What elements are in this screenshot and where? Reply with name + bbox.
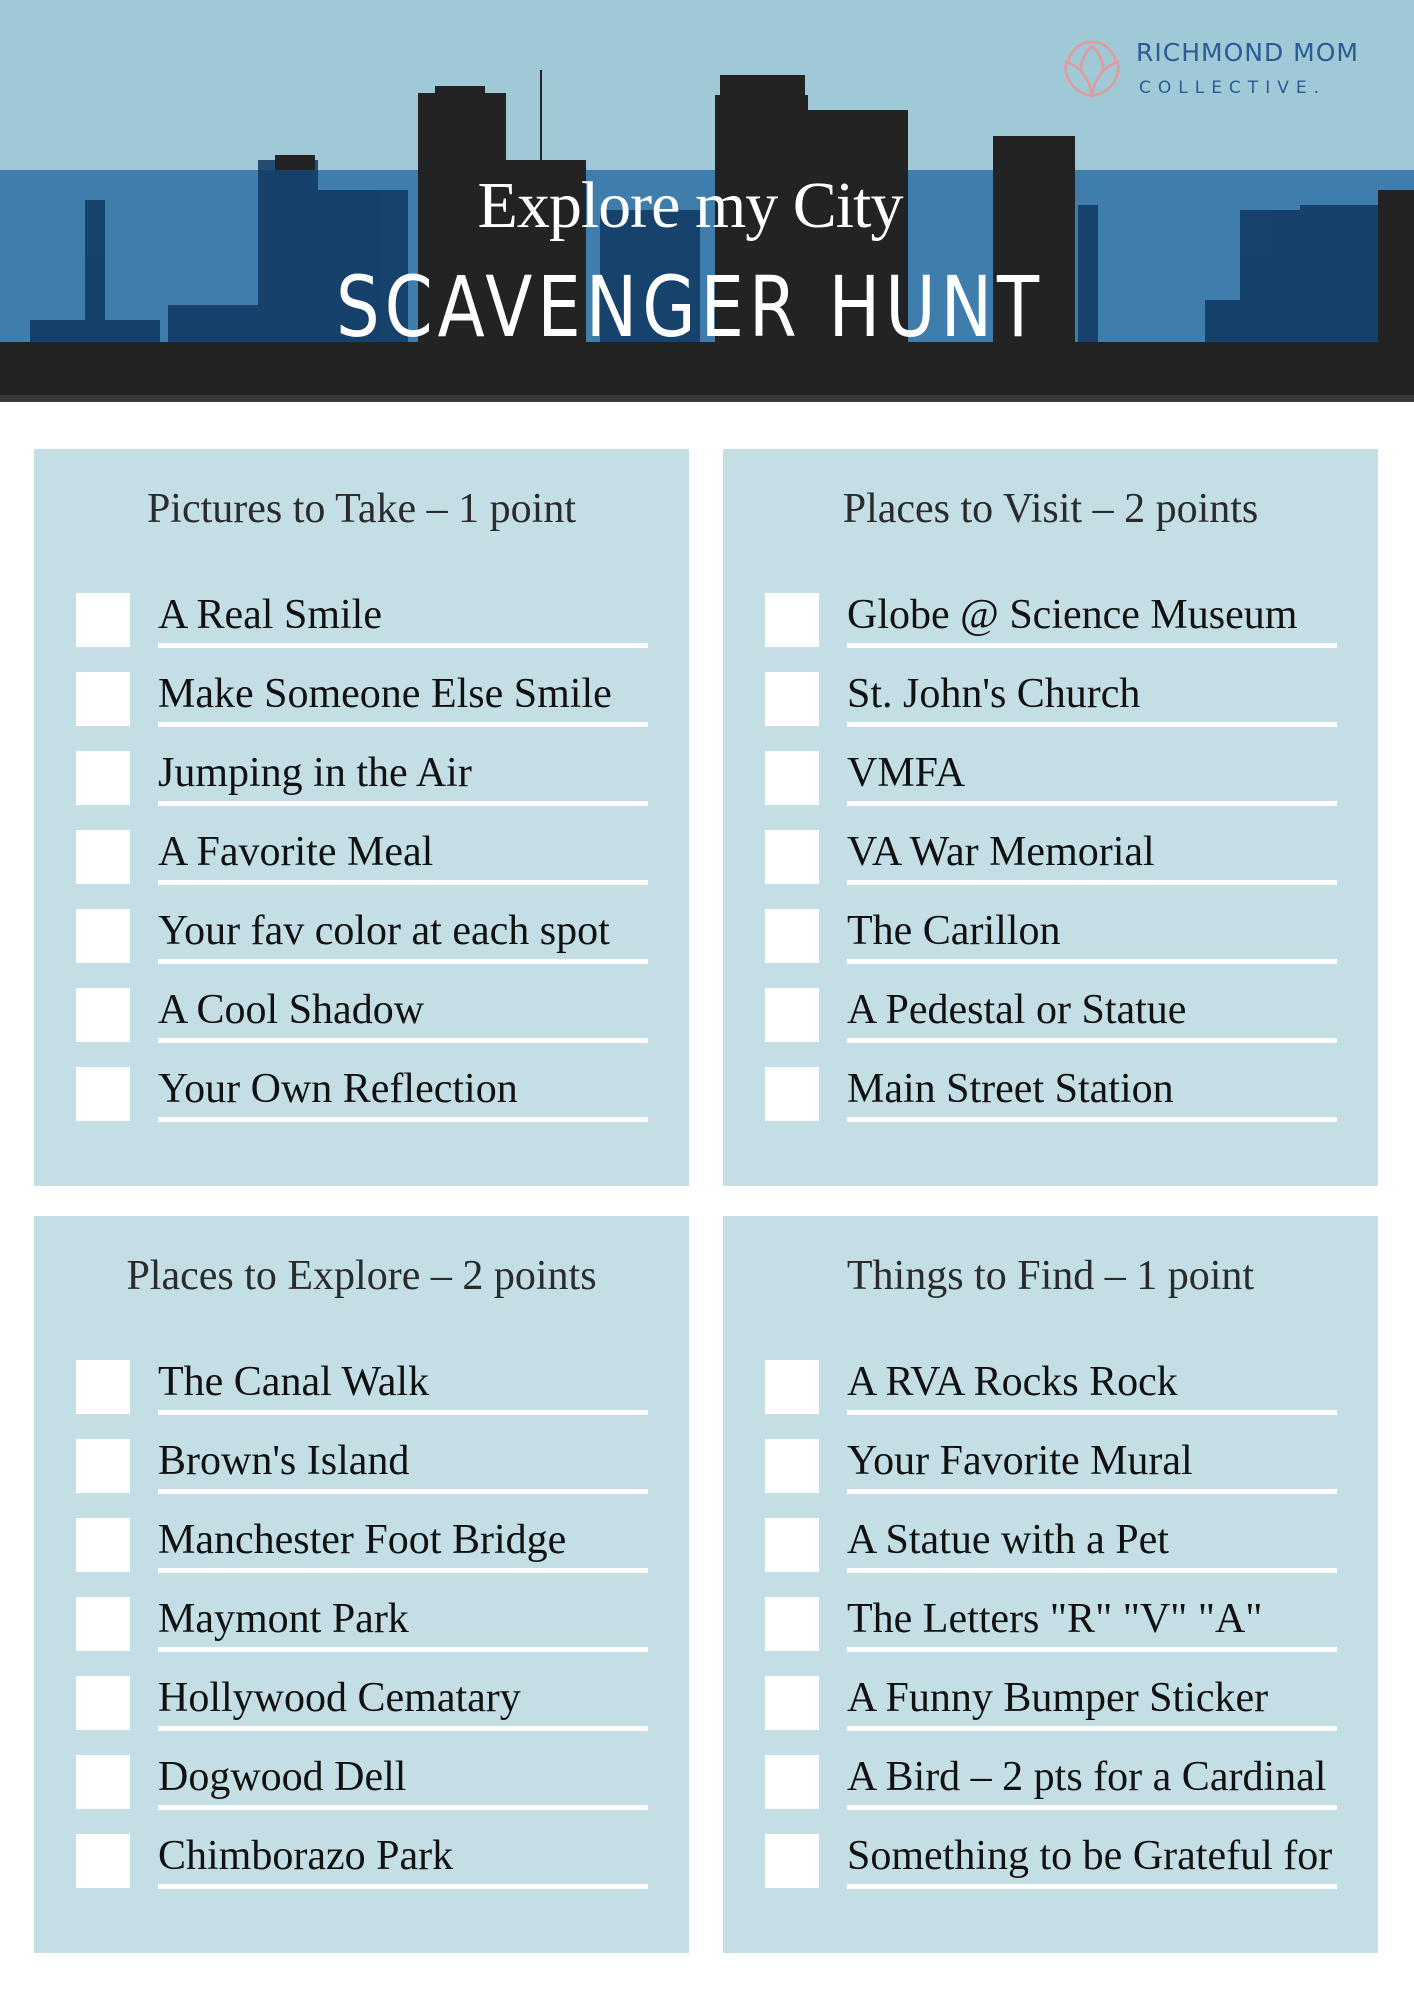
underline [847,801,1337,806]
checklist-item [723,1597,1378,1667]
checkbox[interactable] [765,672,819,726]
underline [847,1117,1337,1122]
item-label: Jumping in the Air [158,750,472,796]
checkbox[interactable] [76,1834,130,1888]
underline [847,1647,1337,1652]
underline [158,1726,648,1731]
checklist-item [723,1755,1378,1825]
underline [158,722,648,727]
checkbox[interactable] [76,1360,130,1414]
checklist-item [723,830,1378,900]
checklist-item [723,751,1378,821]
item-label: A Funny Bumper Sticker [847,1675,1269,1721]
underline [158,1884,648,1889]
underline [847,722,1337,727]
checklist-item [34,1067,689,1137]
item-label: Globe @ Science Museum [847,592,1298,638]
panel-places-to-visit [723,449,1378,1186]
checklist-item [34,1518,689,1588]
checkbox[interactable] [76,1518,130,1572]
checklist-item [34,751,689,821]
checklist-item [723,672,1378,742]
item-label: Brown's Island [158,1438,410,1484]
item-label: A Cool Shadow [158,987,425,1033]
checkbox[interactable] [76,1676,130,1730]
checkbox[interactable] [765,1755,819,1809]
item-label: The Canal Walk [158,1359,430,1405]
checklist-item [723,1360,1378,1430]
lotus-icon [1062,38,1122,102]
item-label: St. John's Church [847,671,1141,717]
checkbox[interactable] [765,830,819,884]
panel-title: Pictures to Take – 1 point [146,486,577,532]
checkbox[interactable] [765,1518,819,1572]
checkbox[interactable] [765,751,819,805]
checklist-item [34,1676,689,1746]
checklist-item [34,988,689,1058]
checklist-item [34,1834,689,1904]
item-label: A Bird – 2 pts for a Cardinal [847,1754,1327,1800]
checkbox[interactable] [765,1834,819,1888]
checkbox[interactable] [765,988,819,1042]
header-banner [0,0,1414,402]
checkbox[interactable] [765,1676,819,1730]
item-label: Make Someone Else Smile [158,671,612,717]
panel-places-to-explore [34,1216,689,1953]
panel-things-to-find [723,1216,1378,1953]
panel-pictures-to-take [34,449,689,1186]
underline [847,1726,1337,1731]
item-label: Hollywood Cematary [158,1675,521,1721]
item-label: Chimborazo Park [158,1833,454,1879]
item-label: A Real Smile [158,592,382,638]
checkbox[interactable] [765,909,819,963]
checkbox[interactable] [76,672,130,726]
checklist-item [34,672,689,742]
checklist-item [34,1597,689,1667]
checklist-item [723,1676,1378,1746]
item-label: The Carillon [847,908,1061,954]
checkbox[interactable] [76,1597,130,1651]
checkbox[interactable] [765,1067,819,1121]
checklist-item [723,1834,1378,1904]
title-scavenger-hunt: SCAVENGER HUNT [335,258,1045,356]
item-label: VMFA [847,750,966,796]
checkbox[interactable] [76,830,130,884]
underline [847,1568,1337,1573]
checklist-item [34,1439,689,1509]
checklist-item [723,988,1378,1058]
underline [847,880,1337,885]
item-label: A RVA Rocks Rock [847,1359,1178,1405]
checklist-item [34,830,689,900]
underline [158,1410,648,1415]
checklist-item [34,1755,689,1825]
panel-title: Places to Visit – 2 points [842,486,1259,532]
underline [158,1117,648,1122]
checkbox[interactable] [76,593,130,647]
checkbox[interactable] [76,751,130,805]
checklist-item [723,1067,1378,1137]
underline [847,643,1337,648]
item-label: Dogwood Dell [158,1754,407,1800]
checklist-item [34,909,689,979]
underline [158,1568,648,1573]
underline [158,880,648,885]
underline [158,1647,648,1652]
checkbox[interactable] [765,593,819,647]
logo-name-line1: RICHMOND MOM [1136,38,1359,67]
checklist-item [34,1360,689,1430]
item-label: Maymont Park [158,1596,409,1642]
checkbox[interactable] [76,909,130,963]
checklist-item [723,593,1378,663]
item-label: A Favorite Meal [158,829,434,875]
underline [158,959,648,964]
checkbox[interactable] [765,1597,819,1651]
underline [158,1805,648,1810]
item-label: Something to be Grateful for [847,1833,1333,1879]
underline [158,1038,648,1043]
item-label: The Letters "R" "V" "A" [847,1596,1263,1642]
checkbox[interactable] [76,988,130,1042]
checkbox[interactable] [76,1439,130,1493]
panel-title: Things to Find – 1 point [846,1253,1255,1299]
item-label: Manchester Foot Bridge [158,1517,567,1563]
underline [847,1038,1337,1043]
logo-name-line2: COLLECTIVE. [1139,78,1326,98]
panel-title: Places to Explore – 2 points [126,1253,597,1299]
checklist-item [34,593,689,663]
underline [847,1805,1337,1810]
underline [847,1884,1337,1889]
checklist-item [723,1518,1378,1588]
underline [847,1410,1337,1415]
underline [158,801,648,806]
underline [847,1489,1337,1494]
item-label: A Pedestal or Statue [847,987,1187,1033]
checkbox[interactable] [765,1439,819,1493]
checkbox[interactable] [76,1755,130,1809]
item-label: VA War Memorial [847,829,1155,875]
checklist-item [723,1439,1378,1509]
checkbox[interactable] [76,1067,130,1121]
underline [847,959,1337,964]
item-label: Main Street Station [847,1066,1174,1112]
checklist-item [723,909,1378,979]
underline [158,643,648,648]
title-explore-my-city: Explore my City [477,169,903,242]
underline [158,1489,648,1494]
checkbox[interactable] [765,1360,819,1414]
item-label: A Statue with a Pet [847,1517,1169,1563]
item-label: Your fav color at each spot [158,908,610,954]
item-label: Your Favorite Mural [847,1438,1193,1484]
item-label: Your Own Reflection [158,1066,518,1112]
